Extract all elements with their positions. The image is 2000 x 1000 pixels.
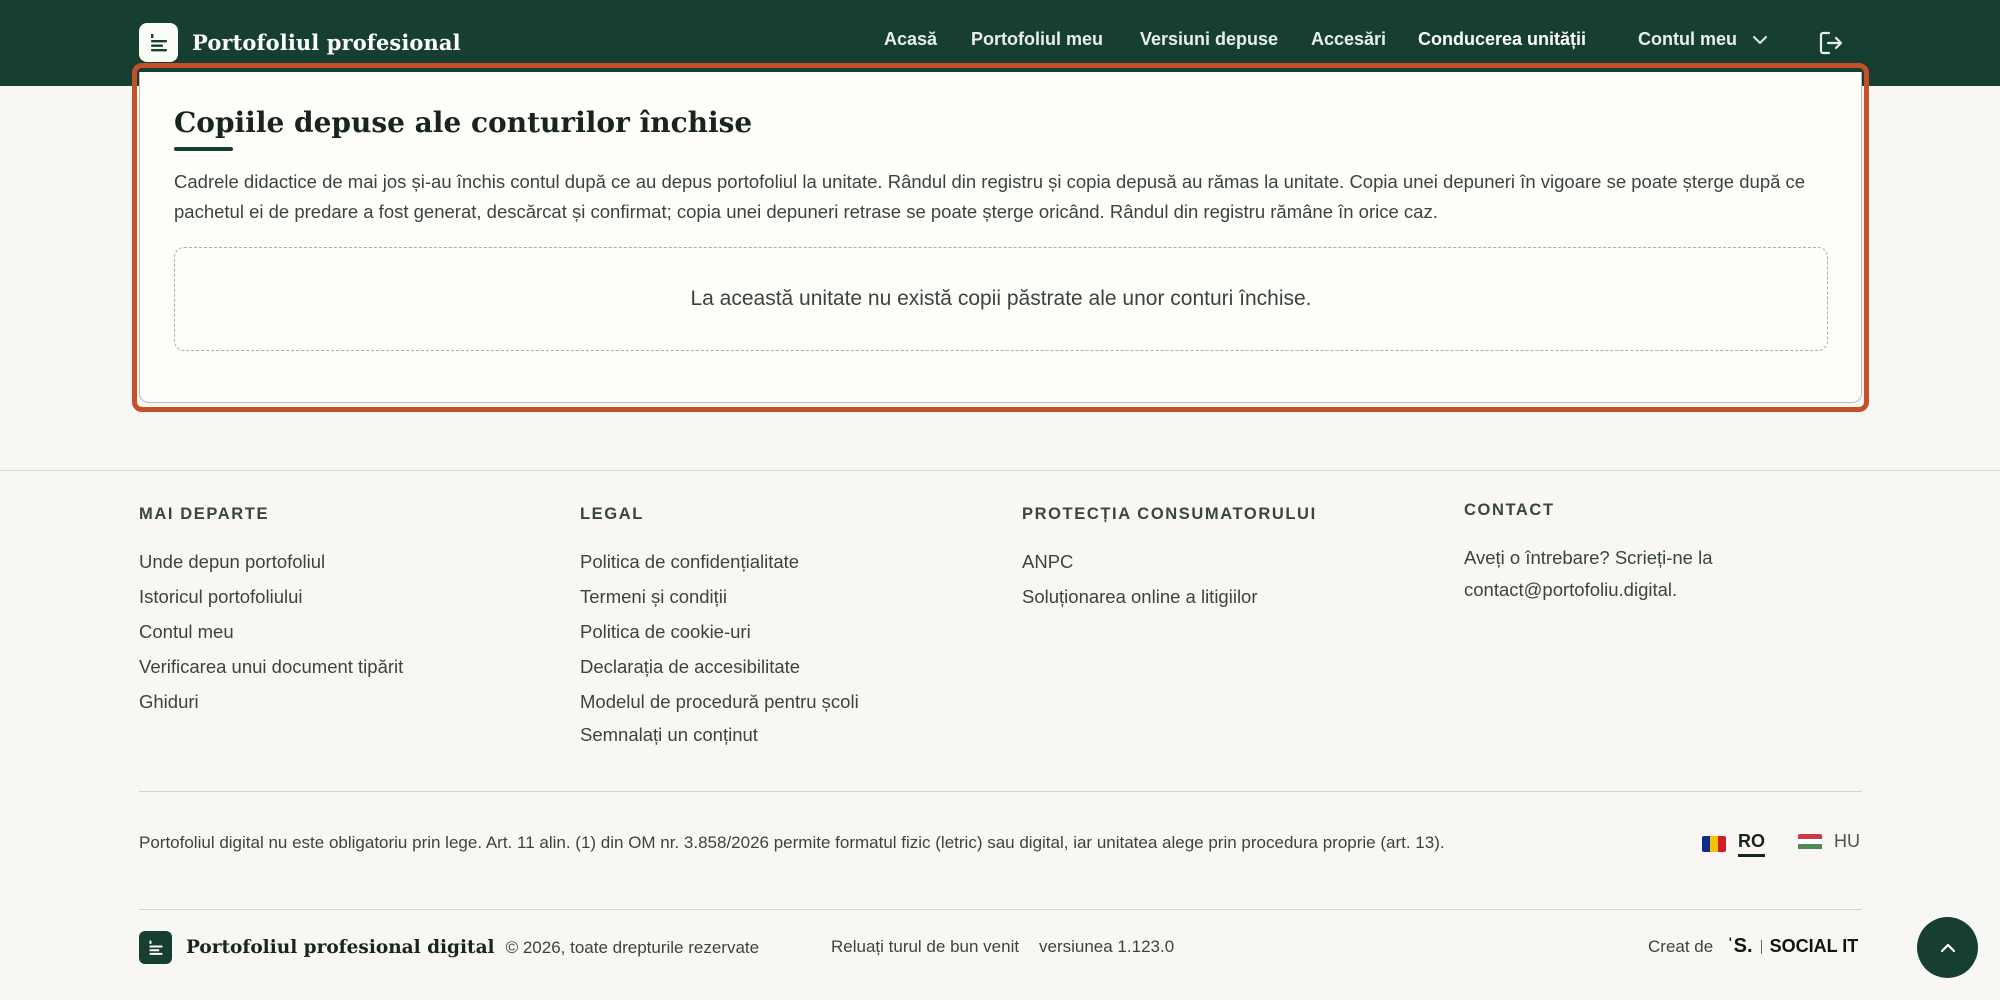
footer-divider	[139, 909, 1862, 910]
portfolio-logo-icon	[139, 931, 172, 964]
footer-link[interactable]: Semnalați un conținut	[580, 724, 758, 745]
footer-brand-name: Portofoliul profesional digital	[186, 937, 495, 958]
logo-separator	[1761, 940, 1762, 954]
chevron-up-icon	[1938, 941, 1958, 955]
restart-tour-link[interactable]: Reluați turul de bun venit	[831, 937, 1020, 956]
empty-state-box	[174, 247, 1828, 351]
brand-name: Portofoliul profesional	[192, 30, 461, 55]
copyright: © 2026, toate drepturile rezervate	[505, 937, 760, 957]
social-it-wordmark: SOCIAL IT	[1769, 936, 1859, 956]
nav-home[interactable]: Acasă	[884, 29, 938, 49]
nav-submitted-versions[interactable]: Versiuni depuse	[1140, 29, 1279, 49]
contact-text: Aveți o întrebare? Scrieți-ne la contact@portofoliu.digital.	[1464, 547, 1713, 600]
footer-column-contact	[1464, 501, 1764, 606]
logout-icon[interactable]	[1817, 29, 1845, 62]
footer-link[interactable]: Politica de cookie-uri	[580, 621, 751, 642]
nav-my-account[interactable]: Contul meu	[1638, 29, 1737, 49]
language-code: RO	[1738, 831, 1765, 857]
footer-brand	[139, 931, 759, 964]
language-ro[interactable]	[1702, 831, 1765, 857]
footer-link[interactable]: ANPC	[1022, 551, 1074, 572]
language-hu[interactable]	[1798, 831, 1860, 852]
footer-link[interactable]: Declarația de accesibilitate	[580, 656, 801, 677]
empty-state-message: La această unitate nu există copii păstrate ale unor conturi închise.	[690, 287, 1312, 310]
nav-access-log[interactable]: Accesări	[1311, 29, 1387, 49]
scroll-to-top-button[interactable]	[1917, 917, 1978, 978]
footer-link[interactable]: Contul meu	[139, 621, 234, 642]
nav-unit-management[interactable]: Conducerea unității	[1418, 29, 1587, 49]
footer-heading: PROTECȚIA CONSUMATORULUI	[1022, 505, 1317, 523]
romania-flag-icon	[1702, 836, 1726, 852]
footer-link[interactable]: Verificarea unui document tipărit	[139, 656, 404, 677]
closed-accounts-card	[139, 72, 1862, 403]
footer-link[interactable]: Termeni și condiții	[580, 586, 728, 607]
title-underline	[174, 147, 233, 151]
social-it-mark-icon: ˈS.	[1727, 935, 1753, 957]
footer-column-more	[139, 505, 403, 719]
footer-link[interactable]: Modelul de procedură pentru școli	[580, 691, 859, 712]
footer-column-legal	[580, 505, 859, 750]
footer-heading: LEGAL	[580, 505, 644, 523]
footer-divider	[0, 470, 2000, 471]
app-version: versiunea 1.123.0	[1039, 937, 1175, 956]
legal-note: Portofoliul digital nu este obligatoriu prin lege. Art. 11 alin. (1) din OM nr. 3.858/2026 permite formatul fizic (letric) sau digital, iar unitatea alege prin procedura proprie (art. 13).	[139, 833, 1445, 852]
social-it-logo[interactable]	[1727, 935, 1858, 958]
footer-link[interactable]: Istoricul portofoliului	[139, 586, 303, 607]
footer-link[interactable]: Politica de confidențialitate	[580, 551, 800, 572]
nav-my-portfolio[interactable]: Portofoliul meu	[971, 29, 1103, 49]
footer-heading: MAI DEPARTE	[139, 505, 270, 523]
page-description: Cadrele didactice de mai jos și-au închis contul după ce au depus portofoliul la unitate. Rândul din registru și copia depusă au rămas la unitate. Copia unei depuneri în vigoare se poate șterge după ce pachetul ei de predare a fost generat, descărcat și confirmat; copia unei depuneri retrase se poate șterge oricând. Rândul din registru rămâne în orice caz.	[174, 171, 1806, 222]
chevron-down-icon[interactable]	[1752, 33, 1768, 51]
footer-link[interactable]: Unde depun portofoliul	[139, 551, 326, 572]
footer-link[interactable]: Ghiduri	[139, 691, 199, 712]
footer-heading: CONTACT	[1464, 501, 1555, 519]
created-by-label: Creat de	[1648, 937, 1714, 956]
page-title: Copiile depuse ale conturilor închise	[174, 106, 753, 139]
hungary-flag-icon	[1798, 834, 1822, 850]
language-code: HU	[1834, 831, 1860, 851]
footer-link[interactable]: Soluționarea online a litigiilor	[1022, 586, 1258, 607]
footer-divider	[139, 791, 1862, 792]
footer-column-consumer	[1022, 505, 1317, 614]
